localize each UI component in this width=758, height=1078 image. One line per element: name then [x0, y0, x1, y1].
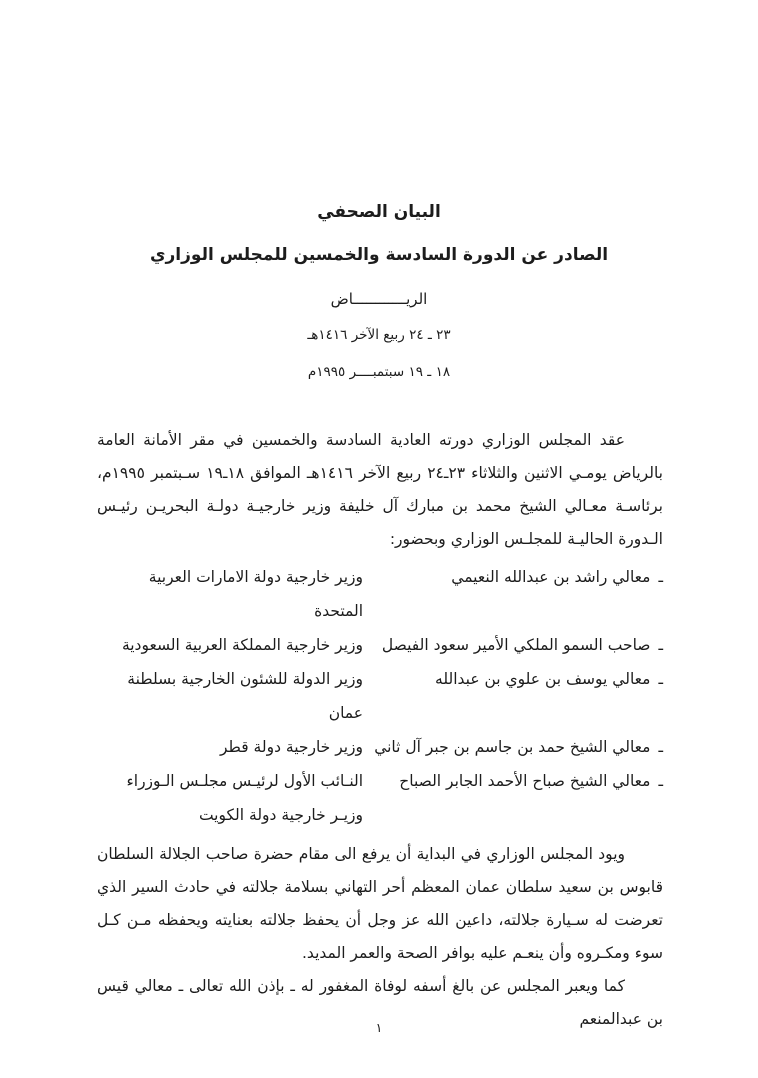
gregorian-date-line: ١٨ ـ ١٩ سبتمبــــر ١٩٩٥م	[307, 364, 451, 380]
attendee-name-cell	[363, 764, 663, 798]
paragraph-opening: عقد المجلس الوزاري دورته العادية السادسة والخمسين في مقر الأمانة العامة بالرياض يومـي الاثنين والثلاثاء ٢٣ـ٢٤ ربيع الآخر ١٤١٦هـ الموافق ١٨ـ١٩ سـبتمبر ١٩٩٥م، برئاسـة معـالي الشيخ محمد بن مبارك آل خليفة وزير خارجيـة دولـة البحريـن رئيـس الـدورة الحاليـة للمجلـس الوزاري وبحضور:	[97, 431, 663, 548]
attendee-row	[97, 730, 663, 764]
attendee-name-cell	[363, 560, 663, 594]
attendee-row	[97, 662, 663, 730]
list-dash: ـ	[658, 636, 663, 654]
hijri-date-line: ٢٣ ـ ٢٤ ربيع الآخر ١٤١٦هـ	[307, 327, 451, 343]
document-title: البيان الصحفي	[317, 202, 441, 222]
attendee-row	[97, 628, 663, 662]
attendee-name-cell	[363, 628, 663, 662]
document-body	[97, 424, 663, 1036]
attendee-title: وزير الدولة للشئون الخارجية بسلطنة عمان	[127, 670, 364, 722]
paragraph-congratulations: ويود المجلس الوزاري في البداية أن يرفع الى مقام حضرة صاحب الجلالة السلطان قابوس بن سعيد سلطان عمان المعظم أحر التهاني بسلامة جلالته في حادث السير الذي تعرضت له سـيارة جلالته، داعين الله عز وجل أن يحفظ جلالته بعنايته ويحفظه مـن كـل سوء ومكـروه وأن ينعـم عليه بوافر الصحة والعمر المديد.	[97, 845, 663, 962]
list-dash: ـ	[658, 772, 663, 790]
attendee-title: وزير خارجية دولة قطر	[219, 738, 364, 756]
attendee-name: معالي الشيخ حمد بن جاسم بن جبر آل ثاني	[374, 738, 651, 756]
document-subtitle: الصادر عن الدورة السادسة والخمسين للمجلس الوزاري	[149, 245, 609, 265]
attendee-title: وزير خارجية المملكة العربية السعودية	[121, 636, 364, 654]
attendee-name-cell	[363, 662, 663, 696]
attendee-row	[97, 560, 663, 628]
attendee-name-cell	[363, 730, 663, 764]
attendee-row	[97, 764, 663, 832]
list-dash: ـ	[658, 738, 663, 756]
attendee-name: معالي راشد بن عبدالله النعيمي	[451, 568, 651, 586]
attendee-title: النـائب الأول لرئيـس مجلـس الـوزراء وزيـر خارجية دولة الكويت	[126, 772, 364, 824]
attendee-title: وزير خارجية دولة الامارات العربية المتحدة	[148, 568, 364, 620]
attendee-name: صاحب السمو الملكي الأمير سعود الفيصل	[381, 636, 651, 654]
city-line: الريــــــــــــاض	[330, 290, 428, 308]
list-dash: ـ	[658, 568, 663, 586]
paragraph-condolences: كما ويعبر المجلس عن بالغ أسفه لوفاة المغفور له ـ بإذن الله تعالى ـ معالي قيس بن عبدالمنعم	[97, 977, 663, 1028]
attendee-name: معالي يوسف بن علوي بن عبدالله	[435, 670, 651, 688]
page-number: ١	[375, 1020, 383, 1035]
list-dash: ـ	[658, 670, 663, 688]
attendee-name: معالي الشيخ صباح الأحمد الجابر الصباح	[399, 772, 651, 790]
attendee-list	[97, 560, 663, 832]
